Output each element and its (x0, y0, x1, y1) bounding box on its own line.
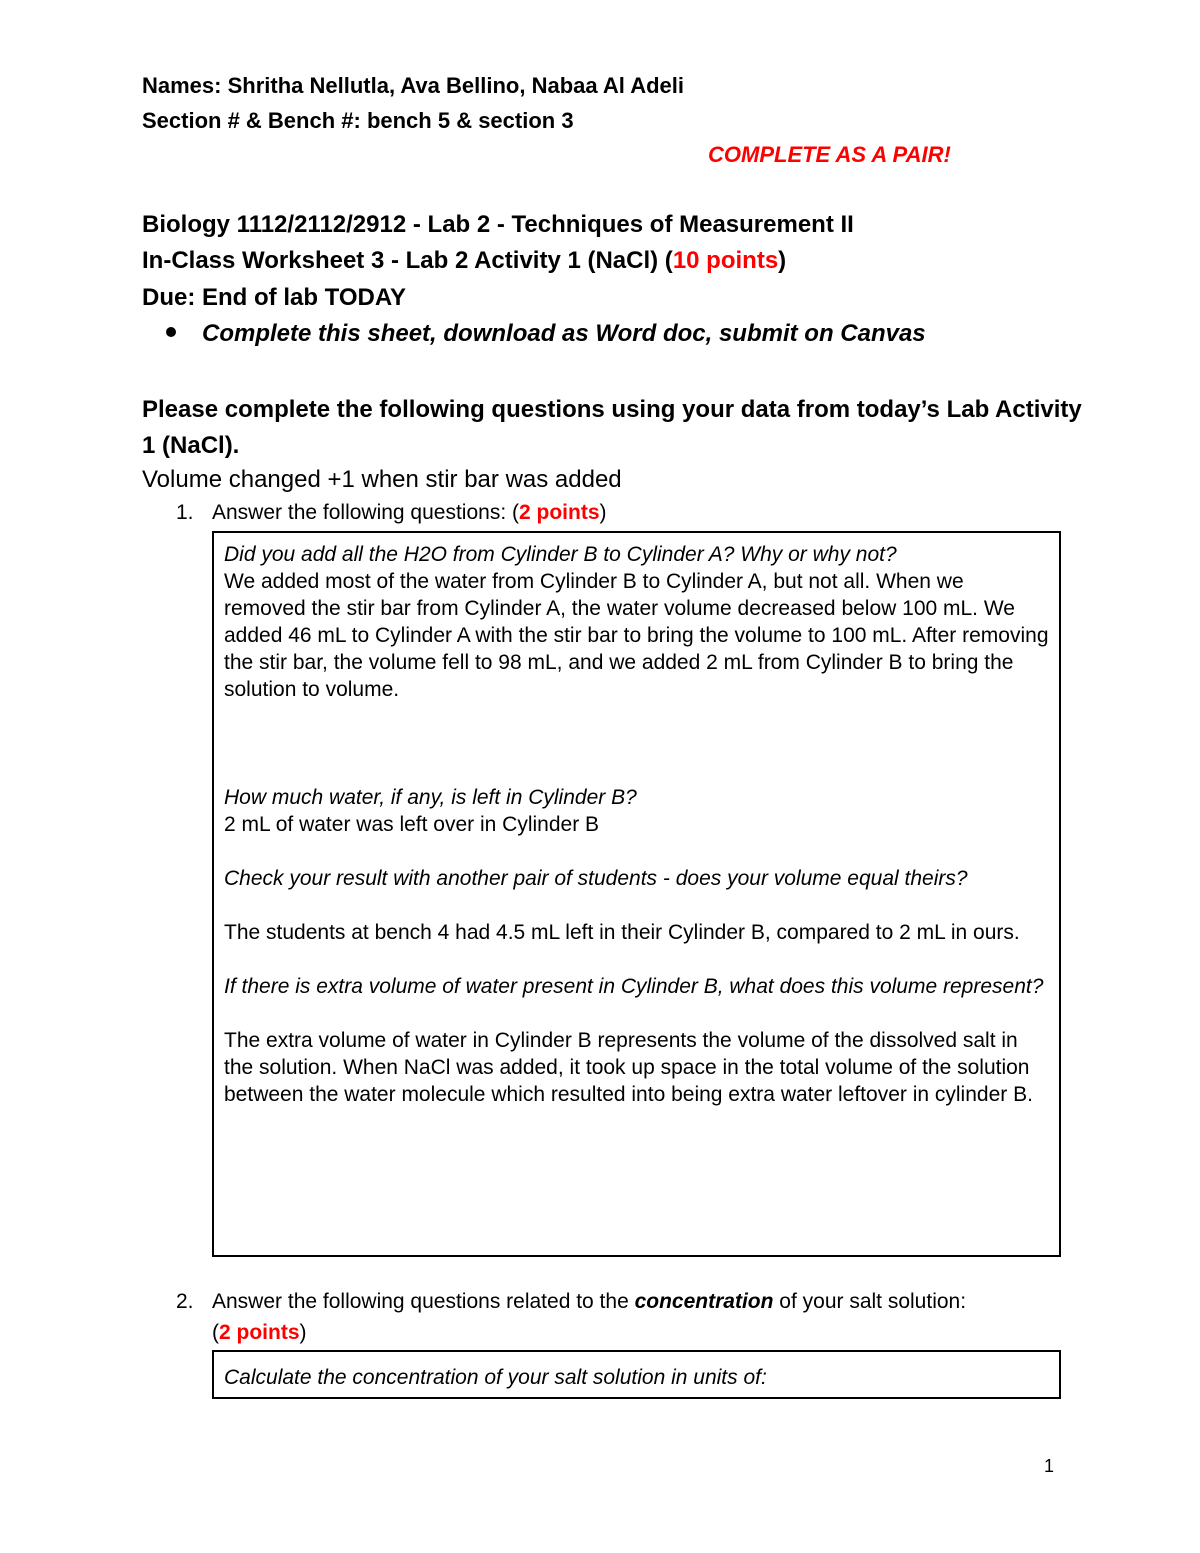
question-2-points-line (212, 1321, 307, 1345)
question-2-text: Answer the following questions related to the (212, 1290, 635, 1313)
question-2-points-close: ) (299, 1321, 307, 1344)
worksheet-title-prefix: In-Class Worksheet 3 - Lab 2 Activity 1 (NaCl) ( (142, 247, 673, 274)
q1-prompt-add-water: Did you add all the H2O from Cylinder B to Cylinder A? Why or why not? (224, 543, 897, 566)
question-2-answer-box[interactable] (212, 1350, 1061, 1399)
question-1-points: 2 points (519, 501, 600, 524)
question-2-points: 2 points (219, 1321, 300, 1344)
course-title: Biology 1112/2112/2912 - Lab 2 - Techniques of Measurement II (142, 211, 854, 238)
question-2-number: 2. (176, 1290, 194, 1313)
question-2 (176, 1290, 966, 1314)
bullet-icon (166, 327, 176, 337)
q1-answer-compare: The students at bench 4 had 4.5 mL left in their Cylinder B, compared to 2 mL in ours. (224, 921, 1020, 944)
submission-bullet (166, 320, 926, 348)
q1-prompt-extra-volume: If there is extra volume of water present in Cylinder B, what does this volume represent? (224, 975, 1044, 998)
question-1-number: 1. (176, 501, 194, 524)
q1-answer-add-water: We added most of the water from Cylinder B to Cylinder A, but not all. When we removed the stir bar from Cylinder A, the water volume decreased below 100 mL. We added 46 mL to Cylinder A with the stir bar to bring the volume to 100 mL. After removing the stir bar, the volume fell to 98 mL, and we added 2 mL from Cylinder B to bring the solution to volume. (224, 570, 1049, 701)
q1-answer-water-left: 2 mL of water was left over in Cylinder B (224, 813, 600, 836)
question-1-text: Answer the following questions: ( (212, 501, 519, 524)
question-1 (176, 501, 607, 525)
volume-note: Volume changed +1 when stir bar was added (142, 466, 622, 493)
instructions-heading: Please complete the following questions using your data from today’s Lab Activity 1 (NaCl). (142, 396, 1082, 459)
worksheet-points: 10 points (672, 247, 779, 274)
q1-prompt-compare: Check your result with another pair of students - does your volume equal theirs? (224, 867, 968, 890)
page-number: 1 (1044, 1456, 1055, 1476)
due-date: Due: End of lab TODAY (142, 284, 407, 311)
question-1-text-end: ) (599, 501, 607, 524)
complete-as-pair-note: COMPLETE AS A PAIR! (708, 142, 951, 167)
question-2-points-open: ( (212, 1321, 219, 1344)
q2-prompt-concentration: Calculate the concentration of your salt solution in units of: (224, 1366, 767, 1389)
q1-prompt-water-left: How much water, if any, is left in Cylinder B? (224, 786, 637, 809)
question-1-answer-box[interactable] (212, 531, 1061, 1257)
section-bench-line: Section # & Bench #: bench 5 & section 3 (142, 108, 574, 133)
question-2-text-end: of your salt solution: (773, 1290, 967, 1313)
worksheet-title (142, 247, 786, 275)
names-line: Names: Shritha Nellutla, Ava Bellino, Nabaa Al Adeli (142, 73, 684, 98)
worksheet-title-suffix: ) (778, 247, 787, 274)
question-2-emphasis: concentration (634, 1290, 774, 1313)
submission-instruction: Complete this sheet, download as Word doc, submit on Canvas (202, 320, 926, 347)
q1-answer-extra-volume: The extra volume of water in Cylinder B represents the volume of the dissolved salt in the solution. When NaCl was added, it took up space in the total volume of the solution between the water molecule which resulted into being extra water leftover in cylinder B. (224, 1029, 1033, 1106)
